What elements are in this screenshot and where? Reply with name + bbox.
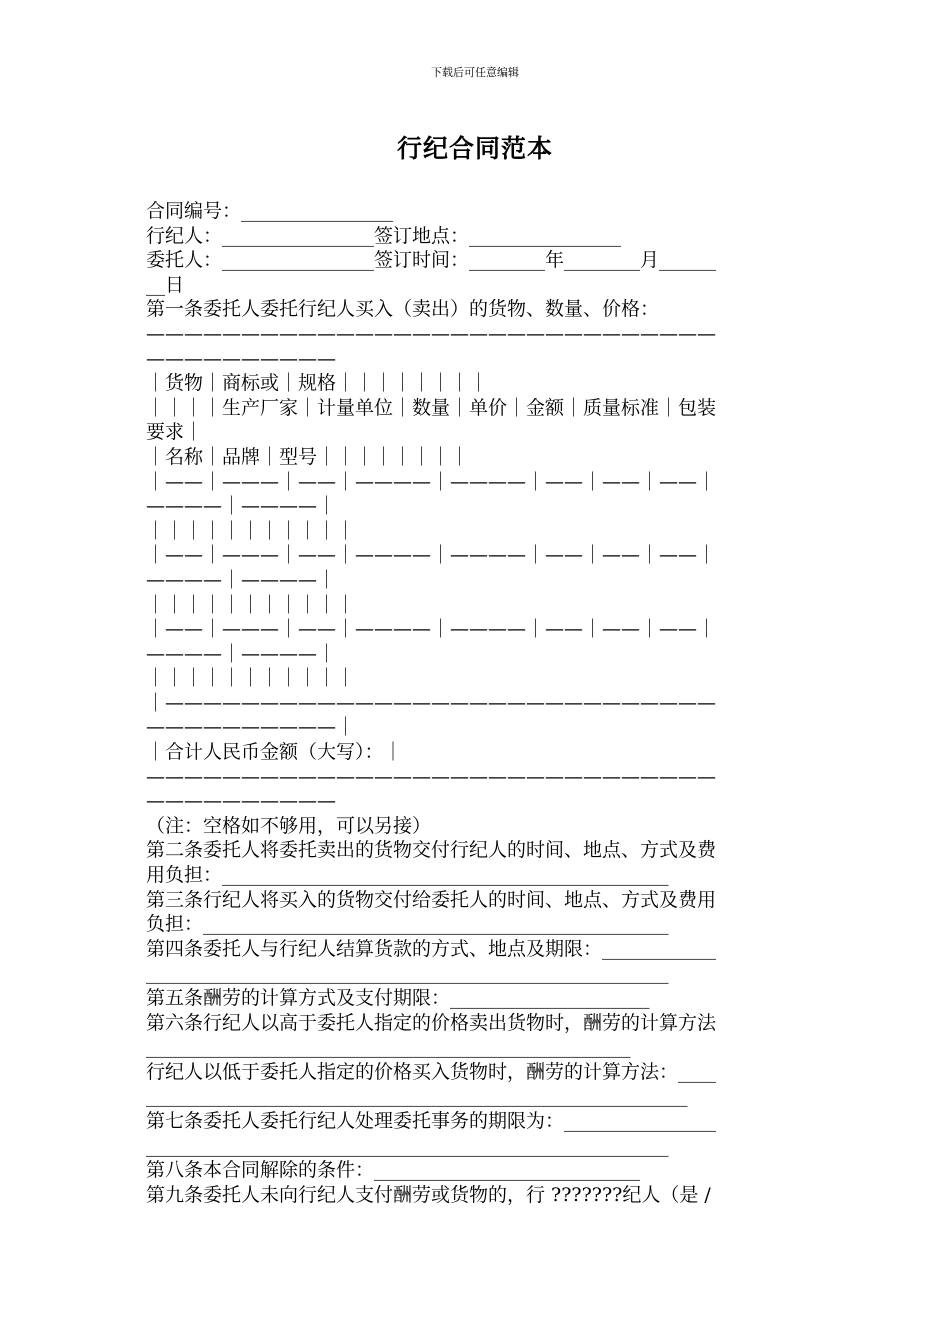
document-title: 行纪合同范本 [396,134,553,163]
text-line: —————————————————————————————— [146,322,716,345]
text-line: ｜——｜———｜——｜————｜————｜——｜——｜——｜ [146,470,717,493]
text-line: 第八条本合同解除的条件：____________________________ [146,1159,641,1182]
text-line: ————｜————｜ [146,568,337,591]
text-line: 第六条行纪人以高于委托人指定的价格卖出货物时，酬劳的计算方法 [146,1011,717,1034]
text-line: ————｜————｜ [146,642,337,665]
text-line: 第九条委托人未向行纪人支付酬劳或货物的，行 ???????纪人（是 / [146,1183,711,1206]
text-line: ————｜————｜ [146,495,337,518]
text-line: 第一条委托人委托行纪人买入（卖出）的货物、数量、价格： [146,298,660,321]
text-line: ｜————————————————————————————— [146,691,717,714]
text-line: 第四条委托人与行纪人结算货款的方式、地点及期限：____________ [146,937,717,960]
text-line: ｜｜｜｜｜｜｜｜｜｜｜ [146,593,356,616]
contract-body [146,199,808,1207]
text-line: ｜——｜———｜——｜————｜————｜——｜——｜——｜ [146,544,717,567]
text-line: _________________________________________________________ [146,1085,688,1108]
text-line: 第二条委托人将委托卖出的货物交付行纪人的时间、地点、方式及费 [146,839,717,862]
page-header: 下载后可任意编辑 [431,66,519,79]
text-line: 委托人：________________签订时间：________年________月______ [146,249,717,272]
text-line: __日 [146,273,185,296]
text-line: ｜名称｜品牌｜型号｜｜｜｜｜｜｜｜ [146,445,470,468]
text-line: —————————————————————————————— [146,765,716,788]
text-line: ——————————｜ [146,716,356,739]
text-line: —————————— [146,347,336,370]
text-line: _______________________________________________________ [146,962,669,985]
text-line: 行纪人以低于委托人指定的价格买入货物时，酬劳的计算方法：____ [146,1060,717,1083]
text-line: 第七条委托人委托行纪人处理委托事务的期限为：________________ [146,1109,717,1132]
text-line: —————————— [146,790,336,813]
text-line: 第五条酬劳的计算方式及支付期限：_____________________ [146,987,650,1009]
text-line: ｜合计人民币金额（大写）：｜ [146,741,403,764]
text-line: ｜｜｜｜生产厂家｜计量单位｜数量｜单价｜金额｜质量标准｜包装 [146,396,717,419]
text-line: （注：空格如不够用，可以另接） [146,814,432,837]
text-line: 要求｜ [146,421,204,444]
text-line: _______________________________________________________ [146,1134,669,1157]
text-line: 用负担：_______________________________________________ [146,864,669,887]
text-line: 负担：_________________________________________________ [146,913,669,936]
text-line: ___________________________________________________ [146,1036,631,1059]
text-line: ｜｜｜｜｜｜｜｜｜｜｜ [146,667,356,690]
text-line: 合同编号：________________ [146,200,394,222]
text-line: ｜——｜———｜——｜————｜————｜——｜——｜——｜ [146,618,717,641]
text-line: ｜｜｜｜｜｜｜｜｜｜｜ [146,519,356,542]
text-line: ｜货物｜商标或｜规格｜｜｜｜｜｜｜｜ [146,372,489,395]
text-line: 第三条行纪人将买入的货物交付给委托人的时间、地点、方式及费用 [146,888,717,911]
text-line: 行纪人：________________签订地点：________________ [146,224,622,247]
